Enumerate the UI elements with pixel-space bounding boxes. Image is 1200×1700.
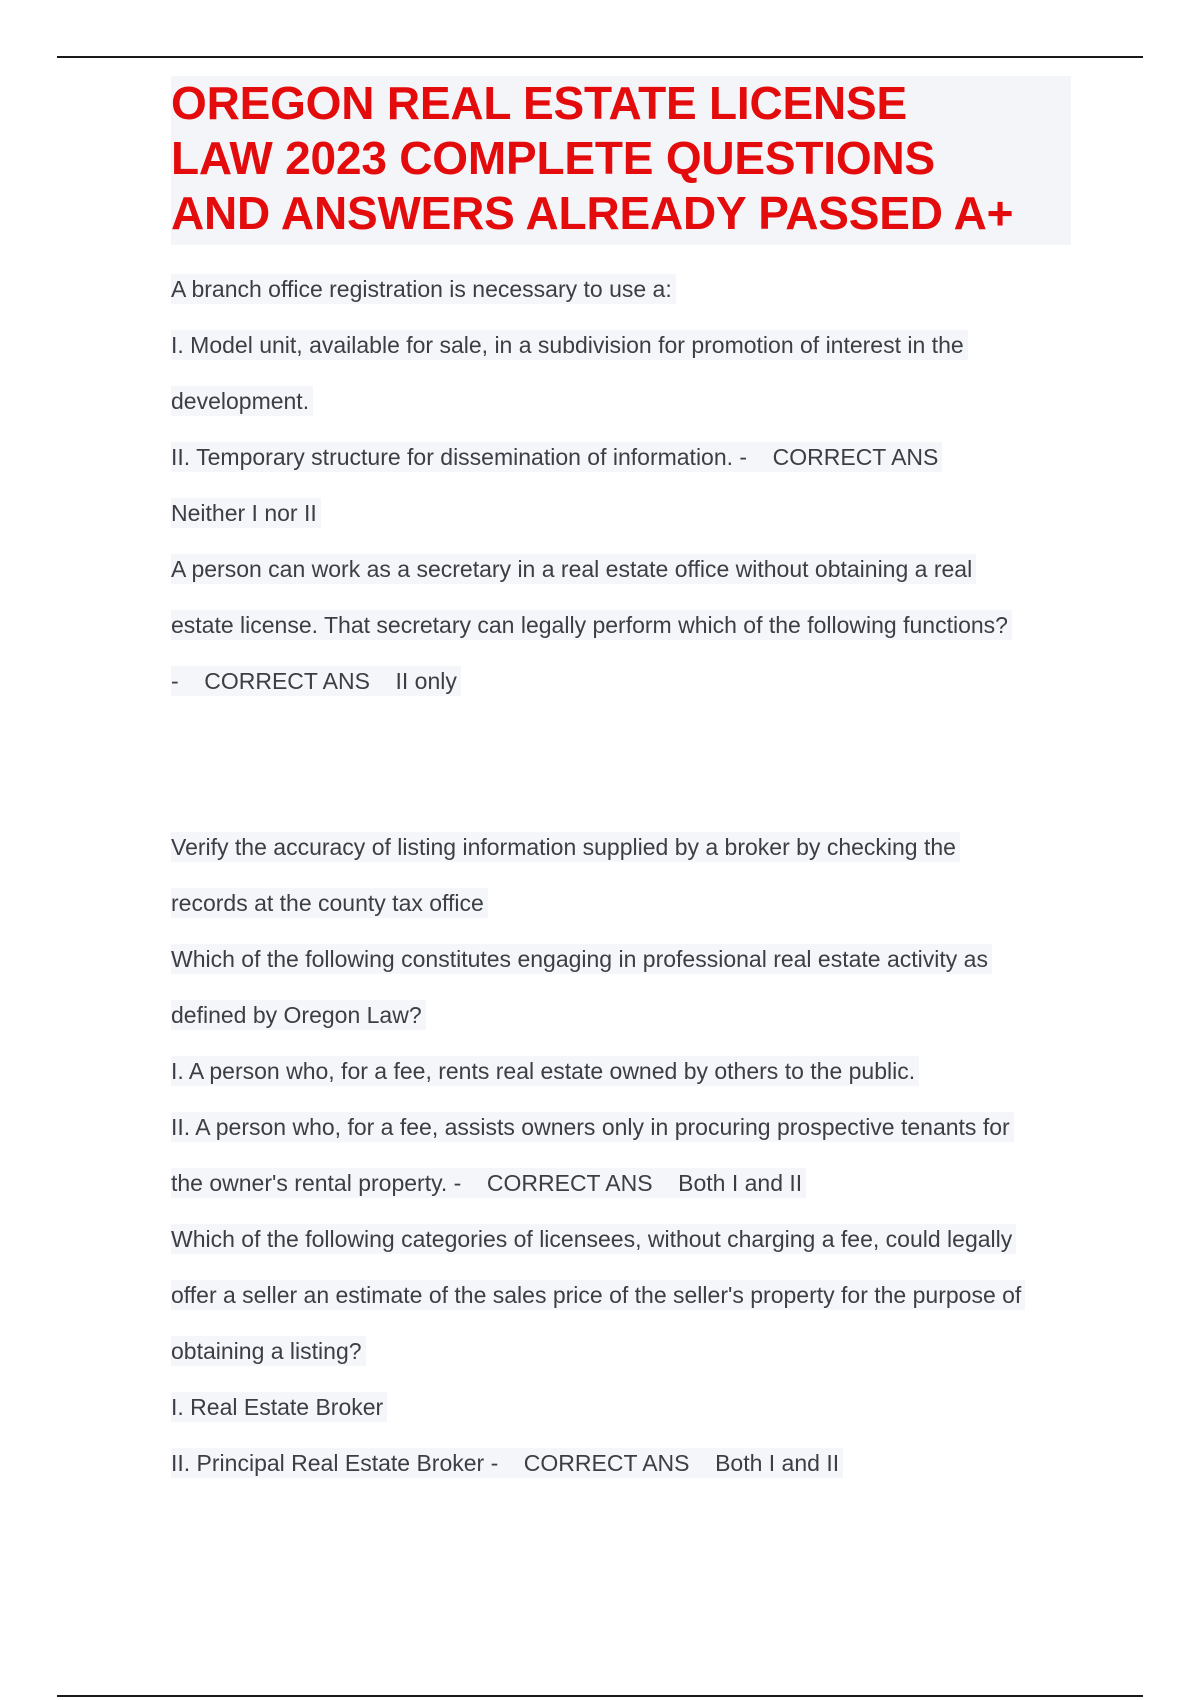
text-line: II. A person who, for a fee, assists owners only in procuring prospective tenants for — [171, 1099, 1071, 1155]
text-line: I. A person who, for a fee, rents real estate owned by others to the public. — [171, 1043, 1071, 1099]
text-line: A person can work as a secretary in a real estate office without obtaining a real — [171, 541, 1071, 597]
document-title — [171, 76, 1071, 245]
top-rule — [57, 56, 1143, 58]
title-line-3: AND ANSWERS ALREADY PASSED A+ — [171, 187, 1014, 239]
text-line: obtaining a listing? — [171, 1323, 1071, 1379]
text-line: - CORRECT ANS II only — [171, 653, 1071, 709]
text-line: I. Model unit, available for sale, in a subdivision for promotion of interest in the — [171, 317, 1071, 373]
text-line: Which of the following categories of licensees, without charging a fee, could legally — [171, 1211, 1071, 1267]
blank-line — [171, 709, 1071, 764]
text-line: records at the county tax office — [171, 875, 1071, 931]
text-line: II. Temporary structure for dissemination of information. - CORRECT ANS — [171, 429, 1071, 485]
text-line: development. — [171, 373, 1071, 429]
text-line: Which of the following constitutes engaging in professional real estate activity as — [171, 931, 1071, 987]
text-line: II. Principal Real Estate Broker - CORRECT ANS Both I and II — [171, 1435, 1071, 1491]
title-line-1: OREGON REAL ESTATE LICENSE — [171, 77, 907, 129]
text-line: the owner's rental property. - CORRECT ANS Both I and II — [171, 1155, 1071, 1211]
bottom-rule — [57, 1695, 1143, 1697]
document-body — [171, 76, 1071, 1491]
text-line: A branch office registration is necessary to use a: — [171, 261, 1071, 317]
blank-line — [171, 764, 1071, 819]
text-line: estate license. That secretary can legally perform which of the following functions? — [171, 597, 1071, 653]
text-line: Neither I nor II — [171, 485, 1071, 541]
text-line: offer a seller an estimate of the sales price of the seller's property for the purpose of — [171, 1267, 1071, 1323]
title-line-2: LAW 2023 COMPLETE QUESTIONS — [171, 132, 935, 184]
text-line: defined by Oregon Law? — [171, 987, 1071, 1043]
text-line: Verify the accuracy of listing information supplied by a broker by checking the — [171, 819, 1071, 875]
text-line: I. Real Estate Broker — [171, 1379, 1071, 1435]
